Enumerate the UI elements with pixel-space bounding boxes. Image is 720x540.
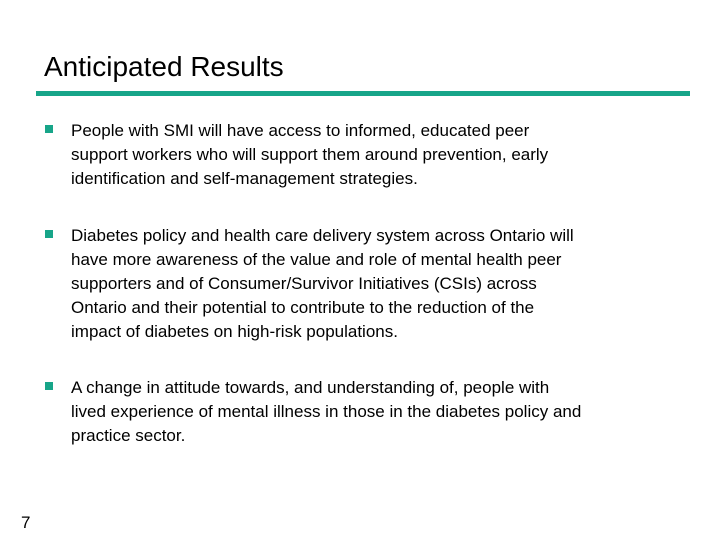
bullet-text: Diabetes policy and health care delivery system across Ontario will have more awareness of the value and role of mental health peer supporters and of Consumer/Survivor Initiatives (CSIs) across Ontario and their potential to contribute to the reduction of the impact of diabetes on high-risk populations.	[71, 226, 574, 341]
slide-title: Anticipated Results	[44, 51, 284, 82]
bullet-text: A change in attitude towards, and understanding of, people with lived experience of mental illness in those in the diabetes policy and practice sector.	[71, 378, 582, 445]
square-bullet-icon	[45, 125, 53, 133]
bullet-item	[45, 376, 685, 456]
bullet-text: People with SMI will have access to informed, educated peer support workers who will support them around prevention, early identification and self-management strategies.	[71, 121, 549, 188]
square-bullet-icon	[45, 230, 53, 238]
page-number: 7	[21, 513, 31, 532]
bullet-item	[45, 119, 685, 199]
bullet-item	[45, 224, 685, 349]
square-bullet-icon	[45, 382, 53, 390]
